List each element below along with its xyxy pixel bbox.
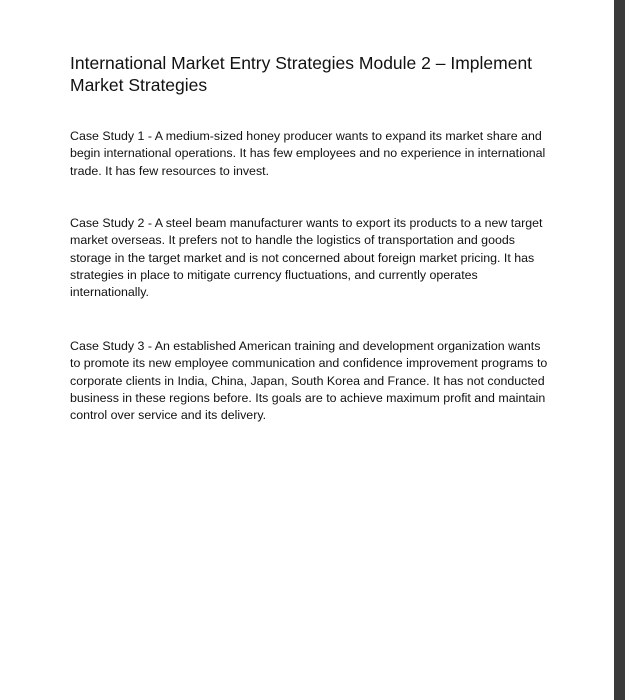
case-study-2: Case Study 2 - A steel beam manufacturer wants to export its products to a new target market overseas. It prefers not to handle the logistics of transportation and goods storage in the target market and is not concerned about foreign market pricing. It has strategies in place to mitigate currency fluctuations, and currently operates internationally. — [70, 216, 543, 300]
case-study-1: Case Study 1 - A medium-sized honey producer wants to expand its market share and begin international operations. It has few employees and no experience in international trade. It has few resources to invest. — [70, 129, 546, 178]
document-title: International Market Entry Strategies Module 2 – Implement Market Strategies — [70, 53, 533, 95]
window-edge-scrollbar — [614, 0, 625, 700]
case-study-3: Case Study 3 - An established American training and development organization wants to promote its new employee communication and confidence improvement programs to corporate clients in India, China, Japan, South Korea and France. It has not conducted business in these regions before. Its goals are to achieve maximum profit and maintain control over service and its delivery. — [70, 339, 548, 423]
